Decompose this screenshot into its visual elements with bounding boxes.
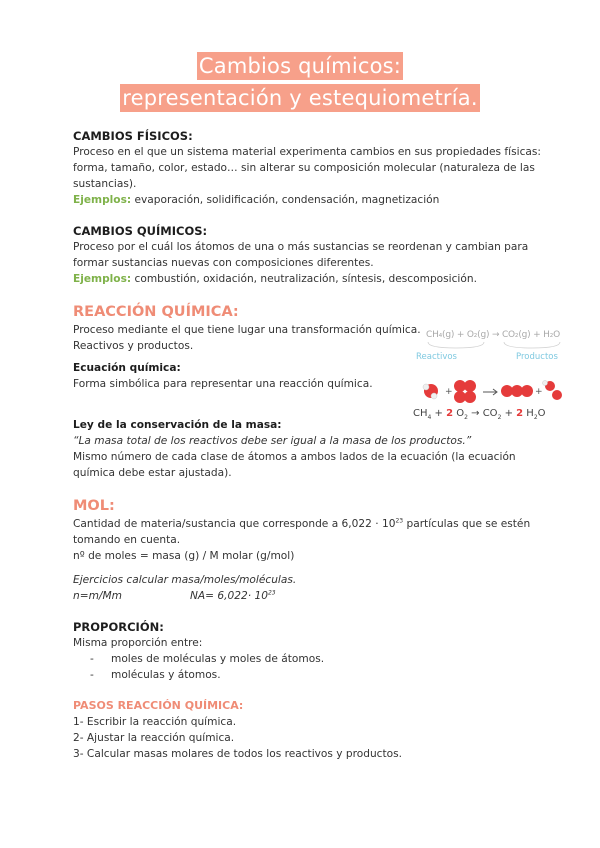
brace-lines — [426, 340, 576, 352]
reactivos-brace — [428, 342, 484, 348]
title-line-1: Cambios químicos: — [198, 54, 402, 78]
eq-o: O — [537, 408, 546, 419]
eq-ch: CH — [413, 408, 428, 419]
paso-item: 3- Calcular masas molares de todos los reactivos y productos. — [73, 748, 403, 760]
quimicos-line-2: formar sustancias nuevas con composiciones diferentes. — [73, 257, 374, 269]
section-mol — [73, 496, 543, 604]
label-productos: Productos — [516, 352, 558, 362]
heading-quimicos: CAMBIOS QUÍMICOS: — [73, 224, 208, 238]
eq-plus: + — [431, 408, 447, 419]
ley-quote: “La masa total de los reactivos debe ser igual a la masa de los productos.” — [73, 435, 472, 447]
fisicos-line-2: forma, tamaño, color, estado… sin alterar su composición molecular (naturaleza de las — [73, 162, 535, 174]
eq-h: H — [523, 408, 534, 419]
formula-na — [190, 588, 276, 604]
mol-line-1-a: Cantidad de materia/sustancia que corresponde a 6,022 · 10 — [73, 518, 396, 530]
eq-o: O — [453, 408, 465, 419]
plus-sign: + — [445, 387, 453, 397]
mol-line-1 — [73, 516, 543, 532]
oxygen-atom — [521, 385, 533, 397]
arrow-icon — [483, 389, 497, 395]
eq-sub: 2 — [464, 414, 468, 421]
water-molecules — [543, 381, 563, 401]
productos-brace — [504, 342, 560, 348]
eq-coefficient: 2 — [446, 408, 454, 419]
heading-reaccion: REACCIÓN QUÍMICA: — [73, 304, 239, 320]
figure-equation: CH₄(g) + O₂(g) → CO₂(g) + H₂O — [426, 330, 560, 340]
list-item: - moles de moléculas y moles de átomos. — [90, 651, 543, 667]
quimicos-line-1: Proceso por el cuál los átomos de una o más sustancias se reordenan y cambian para — [73, 241, 529, 253]
eq-coefficient: 2 — [516, 408, 524, 419]
heading-ley: Ley de la conservación de la masa: — [73, 419, 282, 431]
page-title — [0, 52, 600, 116]
mol-line-1-b: partículas que se estén — [403, 518, 531, 530]
eq-arrow: → — [467, 408, 483, 419]
heading-mol: MOL: — [73, 498, 115, 514]
eq-sub: 2 — [497, 414, 502, 421]
examples-text: combustión, oxidación, neutralización, síntesis, descomposición. — [131, 273, 477, 285]
hydrogen-atom — [431, 393, 437, 399]
paso-item: 1- Escribir la reacción química. — [73, 716, 237, 728]
eq-sub: 2 — [533, 414, 538, 421]
fisicos-examples — [73, 192, 543, 208]
quimicos-examples — [73, 271, 543, 287]
eq-co: CO — [482, 408, 498, 419]
paso-item: 2- Ajustar la reacción química. — [73, 732, 235, 744]
reaccion-line-1: Proceso mediante el que tiene lugar una transformación química. — [73, 324, 421, 336]
molecule-figure — [413, 378, 573, 428]
oxygen-atom — [464, 380, 476, 392]
ecuacion-text: Forma simbólica para representar una reacción química. — [73, 378, 373, 390]
label-reactivos: Reactivos — [416, 352, 457, 362]
document-body — [73, 128, 543, 762]
mol-formulas — [73, 588, 543, 604]
section-proporcion — [73, 619, 543, 683]
fisicos-line-3: sustancias). — [73, 178, 137, 190]
section-quimicos — [73, 223, 543, 287]
eq-sub: 4 — [427, 414, 432, 421]
hydrogen-atom — [423, 384, 429, 390]
ley-line-2: química debe estar ajustada). — [73, 467, 232, 479]
examples-label: Ejemplos: — [73, 194, 132, 206]
examples-text: evaporación, solidificación, condensación, magnetización — [131, 194, 440, 206]
mol-line-2: tomando en cuenta. — [73, 534, 181, 546]
molecule-drawings — [413, 378, 573, 406]
fisicos-line-1: Proceso en el que un sistema material experimenta cambios en sus propiedades físicas: — [73, 146, 541, 158]
balanced-equation — [413, 408, 546, 419]
section-fisicos — [73, 128, 543, 208]
reaction-figure — [416, 330, 576, 362]
heading-proporcion: PROPORCIÓN: — [73, 620, 164, 634]
formula-n: n=m/Mm — [73, 590, 122, 602]
mol-line-3: nº de moles = masa (g) / M molar (g/mol) — [73, 550, 295, 562]
heading-ecuacion: Ecuación química: — [73, 362, 181, 374]
co2-molecule — [501, 385, 533, 397]
oxygen-atom — [552, 390, 562, 400]
plus-sign: + — [535, 387, 543, 397]
title-line-2: representación y estequiometría. — [122, 86, 478, 110]
formula-na-exponent: 23 — [267, 589, 276, 597]
heading-pasos: PASOS REACCIÓN QUÍMICA: — [73, 699, 244, 712]
formula-na-base: NA= 6,022· 10 — [190, 590, 268, 602]
heading-fisicos: CAMBIOS FÍSICOS: — [73, 129, 193, 143]
oxygen-molecules — [454, 380, 476, 403]
hydrogen-atom — [543, 381, 548, 386]
proporcion-intro: Misma proporción entre: — [73, 637, 203, 649]
section-pasos — [73, 698, 543, 762]
mol-ejercicios: Ejercicios calcular masa/moles/moléculas. — [73, 574, 297, 586]
reaccion-line-2: Reactivos y productos. — [73, 340, 194, 352]
list-item: - moléculas y átomos. — [90, 667, 543, 683]
oxygen-atom — [464, 391, 476, 403]
methane-molecule — [423, 384, 438, 399]
ley-line-1: Mismo número de cada clase de átomos a ambos lados de la ecuación (la ecuación — [73, 451, 516, 463]
examples-label: Ejemplos: — [73, 273, 132, 285]
proporcion-list — [73, 651, 543, 683]
eq-plus: + — [501, 408, 517, 419]
mol-exponent: 23 — [395, 517, 404, 525]
